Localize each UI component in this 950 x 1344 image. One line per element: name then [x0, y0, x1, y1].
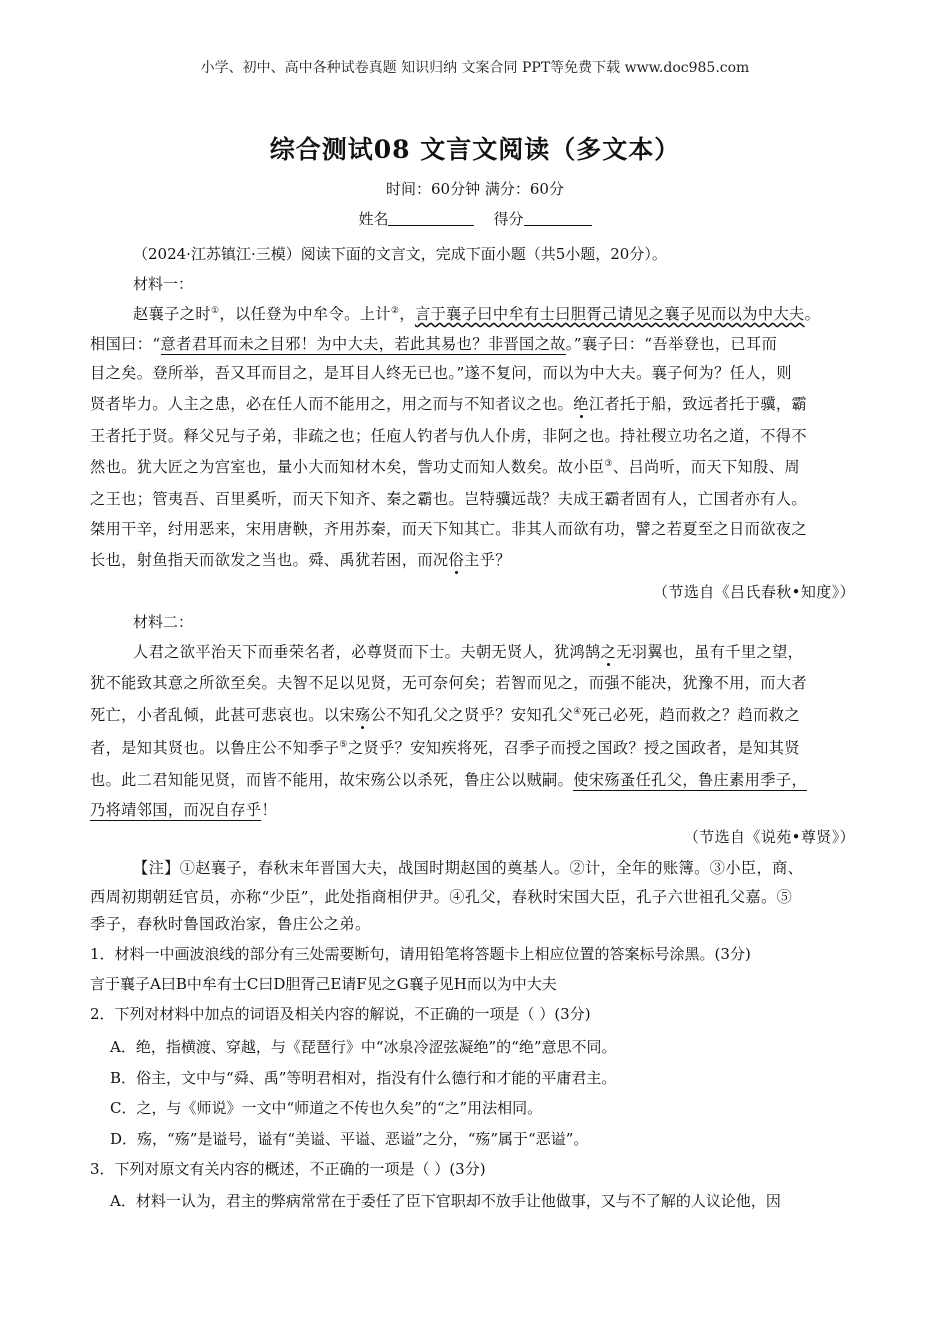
material1-line-8: 桀用干辛，纣用恶来，宋用唐鞅，齐用苏秦，而天下知其亡。非其人而欲有功，譬之若夏至之日而欲夜之 — [90, 520, 808, 538]
text: 主乎？ — [464, 551, 511, 569]
material2-line-2: 犹不能致其意之所欲至矣。夫智不足以见贤，无可奈何矣；若智而见之，而强不能决，犹豫不用，而大者 — [90, 674, 808, 692]
note-ref-3: ③ — [604, 458, 613, 469]
notes-line-3: 季子，春秋时鲁国政治家，鲁庄公之弟。 — [90, 915, 371, 933]
notes-line-2: 西周初期朝廷官员，亦称“少臣”，此处指商相伊尹。④孔父，春秋时宋国大臣，孔子六世祖孔父嘉。⑤ — [90, 888, 793, 906]
time-score: 时间：60分钟 满分：60分 — [386, 180, 564, 198]
material2-label: 材料二： — [133, 613, 194, 631]
text: 死己必死，趋而救之？趋而救之 — [581, 706, 800, 724]
text: 贤者毕力。人主之患，必在任人而不能用之，用之而与不知者议之也。 — [90, 395, 574, 413]
dotted-word-shang: 殇 — [355, 706, 371, 724]
material1-line-7: 之王也；管夷吾、百里奚听，而天下知齐、秦之霸也。岂特骥远哉？夫成王霸者固有人，亡国者亦有人。 — [90, 490, 808, 508]
text: 相国曰：“ — [90, 335, 161, 353]
question-1-text: 言于襄子A曰B中牟有士C曰D胆胥己E请F见之G襄子见H而以为中大夫 — [90, 975, 557, 993]
underlined-sentence-part2: 乃将靖邻国，而况自存乎 — [90, 801, 262, 819]
site-header: 小学、初中、高中各种试卷真题 知识归纳 文案合同 PPT等免费下载 www.doc985.com — [200, 60, 750, 76]
text: 死亡，小者乱倾，此甚可悲哀也。以宋 — [90, 706, 355, 724]
question-1: 1．材料一中画波浪线的部分有三处需要断句，请用铅笔将答题卡上相应位置的答案标号涂黑。(3分) — [90, 945, 751, 963]
material2-line-6 — [90, 799, 277, 820]
text: 江者托于船，致远者托于骥，霸 — [588, 395, 808, 413]
text: 也。此二君知能见贤，而皆不能用，故宋殇公以杀死，鲁庄公以贼嗣。 — [90, 771, 574, 789]
material2-source: （节选自《说苑•尊贤》） — [683, 828, 855, 846]
intro: （2024·江苏镇江·三模）阅读下面的文言文，完成下面小题（共5小题，20分）。 — [133, 245, 667, 263]
text: 人君之欲平治天下而垂荣名者，必尊贤而下士。夫朝无贤人，犹鸿鹄 — [133, 643, 601, 661]
material2-line-1 — [133, 641, 803, 662]
material2-line-4 — [90, 737, 800, 758]
material1-source: （节选自《吕氏春秋•知度》） — [653, 583, 855, 601]
text: 。”襄子曰：“吾举登也，已耳而 — [565, 335, 778, 353]
text: 公不知孔父之贤乎？安知孔父 — [370, 706, 574, 724]
dotted-word-zhi: 之 — [600, 643, 617, 661]
material1-line-6 — [90, 456, 800, 477]
material1-label: 材料一： — [133, 275, 194, 293]
text: 、吕尚听，而天下知殷、周 — [612, 458, 800, 476]
name-blank[interactable] — [388, 211, 474, 226]
notes-line-1: 【注】①赵襄子，春秋末年晋国大夫，战国时期赵国的奠基人。②计，全年的账簿。③小臣，商、 — [133, 859, 804, 877]
name-score-line — [0, 208, 950, 229]
question-2-option-c[interactable]: C．之，与《师说》一文中“师道之不传也久矣”的“之”用法相同。 — [110, 1099, 543, 1117]
note-ref-4: ④ — [573, 706, 582, 717]
text: ， — [399, 305, 415, 323]
underlined-sentence: 意者君耳而未之目邪！为中大夫，若此其易也？非晋国之故 — [160, 335, 566, 353]
page-title: 综合测试08 文言文阅读（多文本） — [269, 135, 681, 164]
question-3: 3．下列对原文有关内容的概述，不正确的一项是（ ）(3分) — [90, 1160, 486, 1178]
text: 赵襄子之时 — [133, 305, 211, 323]
material1-line-4 — [90, 393, 807, 414]
name-label: 姓名 — [358, 210, 389, 228]
material1-line-9 — [90, 549, 511, 570]
text: 。 — [804, 305, 821, 323]
score-blank[interactable] — [524, 211, 592, 226]
material1-line-1 — [133, 303, 820, 324]
question-2-option-d[interactable]: D．殇，“殇”是谥号，谥有“美谥、平谥、恶谥”之分，“殇”属于“恶谥”。 — [110, 1130, 589, 1148]
note-ref-1: ① — [210, 305, 220, 316]
question-2-option-b[interactable]: B．俗主，文中与“舜、禹”等明君相对，指没有什么德行和才能的平庸君主。 — [110, 1069, 617, 1087]
text: ！ — [261, 801, 278, 819]
note-ref-5: ⑤ — [339, 739, 348, 750]
note-ref-2: ② — [390, 305, 400, 316]
dotted-word-su: 俗 — [448, 551, 465, 569]
text: 之贤乎？安知疾将死，召季子而授之国政？授之国政者，是知其贤 — [347, 739, 800, 757]
score-label: 得分 — [493, 210, 524, 228]
text: 无羽翼也，虽有千里之望， — [616, 643, 804, 661]
text: ，以任登为中牟令。上计 — [219, 305, 391, 323]
underlined-sentence-part1: 使宋殇蚤任孔父，鲁庄素用季子， — [573, 771, 808, 789]
dotted-word-jue: 绝 — [573, 395, 589, 413]
material2-line-5 — [90, 769, 807, 790]
question-2: 2．下列对材料中加点的词语及相关内容的解说，不正确的一项是（ ）(3分) — [90, 1005, 591, 1023]
material1-line-3: 目之矣。登所举，吾又耳而目之，是耳目人终无已也。”遂不复问，而以为中大夫。襄子何为？任人，则 — [90, 364, 793, 382]
material1-line-2 — [90, 333, 777, 354]
question-3-option-a[interactable]: A．材料一认为，君主的弊病常常在于委任了臣下官职却不放手让他做事，又与不了解的人议论他，因 — [110, 1192, 781, 1210]
text: 长也，射鱼指天而欲发之当也。舜、禹犹若困，而况 — [90, 551, 449, 569]
material2-line-3 — [90, 704, 800, 725]
question-2-option-a[interactable]: A．绝，指横渡、穿越，与《琵琶行》中“冰泉冷涩弦凝绝”的“绝”意思不同。 — [110, 1038, 617, 1056]
text: 者，是知其贤也。以鲁庄公不知季子 — [90, 739, 340, 757]
text: 然也。犹大匠之为宫室也，量小大而知材木矣，訾功丈而知人数矣。故小臣 — [90, 458, 605, 476]
wavy-underlined-passage: 言于襄子曰中牟有士曰胆胥己请见之襄子见而以为中大夫 — [414, 305, 805, 323]
material1-line-5: 王者托于贤。释父兄与子弟，非疏之也；任庖人钓者与仇人仆虏，非阿之也。持社稷立功名之道，不得不 — [90, 427, 808, 445]
